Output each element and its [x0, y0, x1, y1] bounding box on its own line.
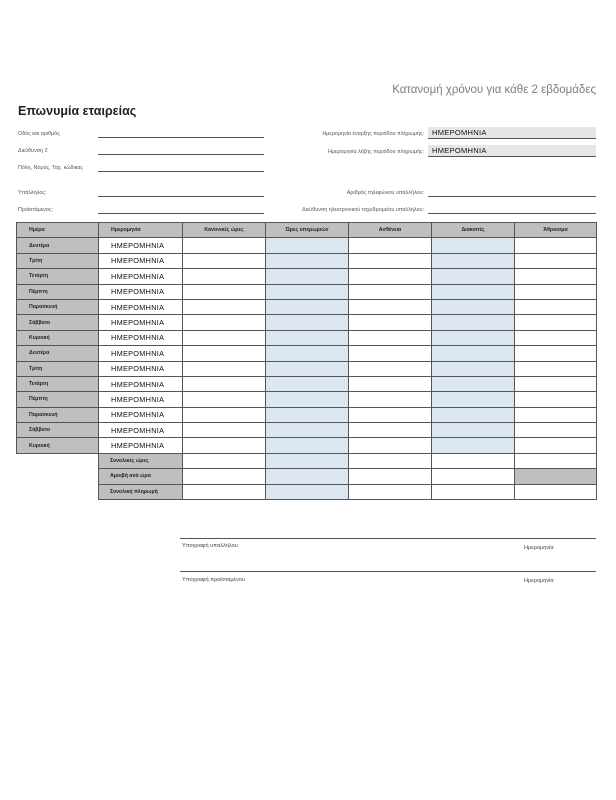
employee-email-field[interactable]	[428, 213, 596, 214]
day-cell: Δευτέρα	[17, 346, 99, 361]
day-cell: Σάββατο	[17, 423, 99, 438]
regular-hours-cell[interactable]	[183, 361, 266, 376]
regular-hours-cell[interactable]	[183, 238, 266, 253]
day-cell: Κυριακή	[17, 438, 99, 453]
date-cell[interactable]: ΗΜΕΡΟΜΗΝΙΑ	[99, 330, 183, 345]
total-cell[interactable]	[515, 346, 597, 361]
regular-hours-cell[interactable]	[183, 315, 266, 330]
supervisor-signature-date-label: Ημερομηνία	[524, 578, 554, 584]
total-vacation[interactable]	[432, 453, 515, 468]
sick-cell[interactable]	[349, 438, 432, 453]
sick-cell[interactable]	[349, 269, 432, 284]
total-cell[interactable]	[515, 253, 597, 268]
regular-hours-cell[interactable]	[183, 284, 266, 299]
supervisor-signature-line[interactable]	[180, 571, 596, 572]
header-overtime: Ώρες υπερωριών	[266, 223, 349, 238]
date-cell[interactable]: ΗΜΕΡΟΜΗΝΙΑ	[99, 238, 183, 253]
pay-overtime[interactable]	[266, 484, 349, 499]
rate-overtime[interactable]	[266, 469, 349, 484]
table-row	[17, 299, 597, 314]
overtime-cell[interactable]	[266, 438, 349, 453]
total-pay-label: Συνολική πληρωμή	[99, 484, 183, 499]
sick-cell[interactable]	[349, 284, 432, 299]
sick-cell[interactable]	[349, 407, 432, 422]
page-title: Κατανομή χρόνου για κάθε 2 εβδομάδες	[392, 84, 596, 96]
day-cell: Τετάρτη	[17, 269, 99, 284]
table-row	[17, 407, 597, 422]
overtime-cell[interactable]	[266, 269, 349, 284]
day-cell: Παρασκευή	[17, 299, 99, 314]
period-end-label: Ημερομηνία λήξης περιόδου πληρωμής:	[328, 149, 424, 155]
vacation-cell[interactable]	[432, 330, 515, 345]
employee-email-label: Διεύθυνση ηλεκτρονικού ταχυδρομείου υπαλλήλου:	[302, 207, 424, 213]
total-cell[interactable]	[515, 392, 597, 407]
regular-hours-cell[interactable]	[183, 392, 266, 407]
pay-sum[interactable]	[515, 484, 597, 499]
regular-hours-cell[interactable]	[183, 253, 266, 268]
date-cell[interactable]: ΗΜΕΡΟΜΗΝΙΑ	[99, 299, 183, 314]
header-vacation: Διακοπές	[432, 223, 515, 238]
total-cell[interactable]	[515, 423, 597, 438]
header-date: Ημερομηνία	[99, 223, 183, 238]
day-cell: Πέμπτη	[17, 392, 99, 407]
pay-vacation[interactable]	[432, 484, 515, 499]
regular-hours-cell[interactable]	[183, 346, 266, 361]
summary-row-pay	[17, 484, 597, 499]
regular-hours-cell[interactable]	[183, 407, 266, 422]
street-label: Οδός και αριθμός	[18, 131, 60, 137]
vacation-cell[interactable]	[432, 423, 515, 438]
period-end-field[interactable]: ΗΜΕΡΟΜΗΝΙΑ	[428, 145, 596, 157]
vacation-cell[interactable]	[432, 438, 515, 453]
total-cell[interactable]	[515, 330, 597, 345]
rate-vacation[interactable]	[432, 469, 515, 484]
sick-cell[interactable]	[349, 253, 432, 268]
vacation-cell[interactable]	[432, 376, 515, 391]
header-total: Άθροισμα	[515, 223, 597, 238]
employee-phone-label: Αριθμός τηλεφώνου υπαλλήλου:	[346, 190, 424, 196]
table-row	[17, 376, 597, 391]
period-start-label: Ημερομηνία έναρξης περιόδου πληρωμής:	[322, 131, 424, 137]
table-row	[17, 361, 597, 376]
table-row	[17, 438, 597, 453]
date-cell[interactable]: ΗΜΕΡΟΜΗΝΙΑ	[99, 376, 183, 391]
sick-cell[interactable]	[349, 392, 432, 407]
pay-regular[interactable]	[183, 484, 266, 499]
sick-cell[interactable]	[349, 330, 432, 345]
vacation-cell[interactable]	[432, 361, 515, 376]
sick-cell[interactable]	[349, 299, 432, 314]
overtime-cell[interactable]	[266, 407, 349, 422]
overtime-cell[interactable]	[266, 423, 349, 438]
city-label: Πόλη, Νομός, Ταχ. κώδικας	[18, 165, 83, 171]
employee-label: Υπάλληλος:	[18, 190, 47, 196]
header-regular-hours: Κανονικές ώρες	[183, 223, 266, 238]
date-cell[interactable]: ΗΜΕΡΟΜΗΝΙΑ	[99, 346, 183, 361]
total-cell[interactable]	[515, 238, 597, 253]
table-row	[17, 346, 597, 361]
supervisor-label: Προϊστάμενος:	[18, 207, 53, 213]
vacation-cell[interactable]	[432, 284, 515, 299]
employee-field[interactable]	[98, 196, 264, 197]
header-day: Ημέρα	[17, 223, 99, 238]
regular-hours-cell[interactable]	[183, 330, 266, 345]
regular-hours-cell[interactable]	[183, 438, 266, 453]
date-cell[interactable]: ΗΜΕΡΟΜΗΝΙΑ	[99, 284, 183, 299]
date-cell[interactable]: ΗΜΕΡΟΜΗΝΙΑ	[99, 361, 183, 376]
rate-regular[interactable]	[183, 469, 266, 484]
vacation-cell[interactable]	[432, 269, 515, 284]
day-cell: Τρίτη	[17, 361, 99, 376]
total-hours-label: Συνολικές ώρες	[99, 453, 183, 468]
vacation-cell[interactable]	[432, 253, 515, 268]
total-cell[interactable]	[515, 407, 597, 422]
summary-row-total-hours	[17, 453, 597, 468]
total-overtime[interactable]	[266, 453, 349, 468]
date-cell[interactable]: ΗΜΕΡΟΜΗΝΙΑ	[99, 438, 183, 453]
overtime-cell[interactable]	[266, 330, 349, 345]
employee-signature-line[interactable]	[180, 538, 596, 539]
overtime-cell[interactable]	[266, 284, 349, 299]
employee-signature-date-label: Ημερομηνία	[524, 545, 554, 551]
sick-cell[interactable]	[349, 315, 432, 330]
day-cell: Παρασκευή	[17, 407, 99, 422]
date-cell[interactable]: ΗΜΕΡΟΜΗΝΙΑ	[99, 253, 183, 268]
total-sick[interactable]	[349, 453, 432, 468]
vacation-cell[interactable]	[432, 315, 515, 330]
date-cell[interactable]: ΗΜΕΡΟΜΗΝΙΑ	[99, 392, 183, 407]
summary-row-rate	[17, 469, 597, 484]
table-row	[17, 269, 597, 284]
vacation-cell[interactable]	[432, 238, 515, 253]
spacer-cell	[17, 469, 99, 484]
supervisor-field[interactable]	[98, 213, 264, 214]
table-row	[17, 253, 597, 268]
day-cell: Τρίτη	[17, 253, 99, 268]
overtime-cell[interactable]	[266, 299, 349, 314]
total-cell[interactable]	[515, 361, 597, 376]
company-name[interactable]: Επωνυμία εταιρείας	[18, 104, 137, 118]
supervisor-signature-label: Υπογραφή προϊσταμένου	[182, 577, 246, 583]
total-regular[interactable]	[183, 453, 266, 468]
regular-hours-cell[interactable]	[183, 423, 266, 438]
day-cell: Κυριακή	[17, 330, 99, 345]
overtime-cell[interactable]	[266, 376, 349, 391]
table-header-row	[17, 223, 597, 238]
day-cell: Τετάρτη	[17, 376, 99, 391]
address2-label: Διεύθυνση 2	[18, 148, 48, 154]
sick-cell[interactable]	[349, 238, 432, 253]
date-cell[interactable]: ΗΜΕΡΟΜΗΝΙΑ	[99, 269, 183, 284]
rate-label: Αμοιβή ανά ώρα	[99, 469, 183, 484]
day-cell: Δευτέρα	[17, 238, 99, 253]
sick-cell[interactable]	[349, 376, 432, 391]
total-sum[interactable]	[515, 453, 597, 468]
vacation-cell[interactable]	[432, 299, 515, 314]
table-row	[17, 330, 597, 345]
period-start-field[interactable]: ΗΜΕΡΟΜΗΝΙΑ	[428, 127, 596, 139]
pay-sick[interactable]	[349, 484, 432, 499]
total-cell[interactable]	[515, 284, 597, 299]
total-cell[interactable]	[515, 315, 597, 330]
date-cell[interactable]: ΗΜΕΡΟΜΗΝΙΑ	[99, 423, 183, 438]
spacer-cell	[17, 484, 99, 499]
day-cell: Σάββατο	[17, 315, 99, 330]
overtime-cell[interactable]	[266, 392, 349, 407]
address2-field[interactable]	[98, 154, 264, 155]
sick-cell[interactable]	[349, 423, 432, 438]
overtime-cell[interactable]	[266, 238, 349, 253]
overtime-cell[interactable]	[266, 253, 349, 268]
street-field[interactable]	[98, 137, 264, 138]
regular-hours-cell[interactable]	[183, 376, 266, 391]
vacation-cell[interactable]	[432, 392, 515, 407]
sick-cell[interactable]	[349, 361, 432, 376]
spacer-cell	[17, 453, 99, 468]
overtime-cell[interactable]	[266, 315, 349, 330]
overtime-cell[interactable]	[266, 346, 349, 361]
regular-hours-cell[interactable]	[183, 299, 266, 314]
total-cell[interactable]	[515, 299, 597, 314]
overtime-cell[interactable]	[266, 361, 349, 376]
employee-signature-label: Υπογραφή υπαλλήλου	[182, 543, 238, 549]
total-cell[interactable]	[515, 438, 597, 453]
vacation-cell[interactable]	[432, 346, 515, 361]
regular-hours-cell[interactable]	[183, 269, 266, 284]
date-cell[interactable]: ΗΜΕΡΟΜΗΝΙΑ	[99, 315, 183, 330]
table-row	[17, 315, 597, 330]
table-row	[17, 238, 597, 253]
total-cell[interactable]	[515, 269, 597, 284]
sick-cell[interactable]	[349, 346, 432, 361]
timesheet-table	[16, 222, 597, 500]
total-cell[interactable]	[515, 376, 597, 391]
date-cell[interactable]: ΗΜΕΡΟΜΗΝΙΑ	[99, 407, 183, 422]
rate-sick[interactable]	[349, 469, 432, 484]
employee-phone-field[interactable]	[428, 196, 596, 197]
rate-sum	[515, 469, 597, 484]
vacation-cell[interactable]	[432, 407, 515, 422]
header-sick: Ασθένεια	[349, 223, 432, 238]
city-field[interactable]	[98, 171, 264, 172]
day-cell: Πέμπτη	[17, 284, 99, 299]
table-row	[17, 392, 597, 407]
table-row	[17, 284, 597, 299]
table-row	[17, 423, 597, 438]
